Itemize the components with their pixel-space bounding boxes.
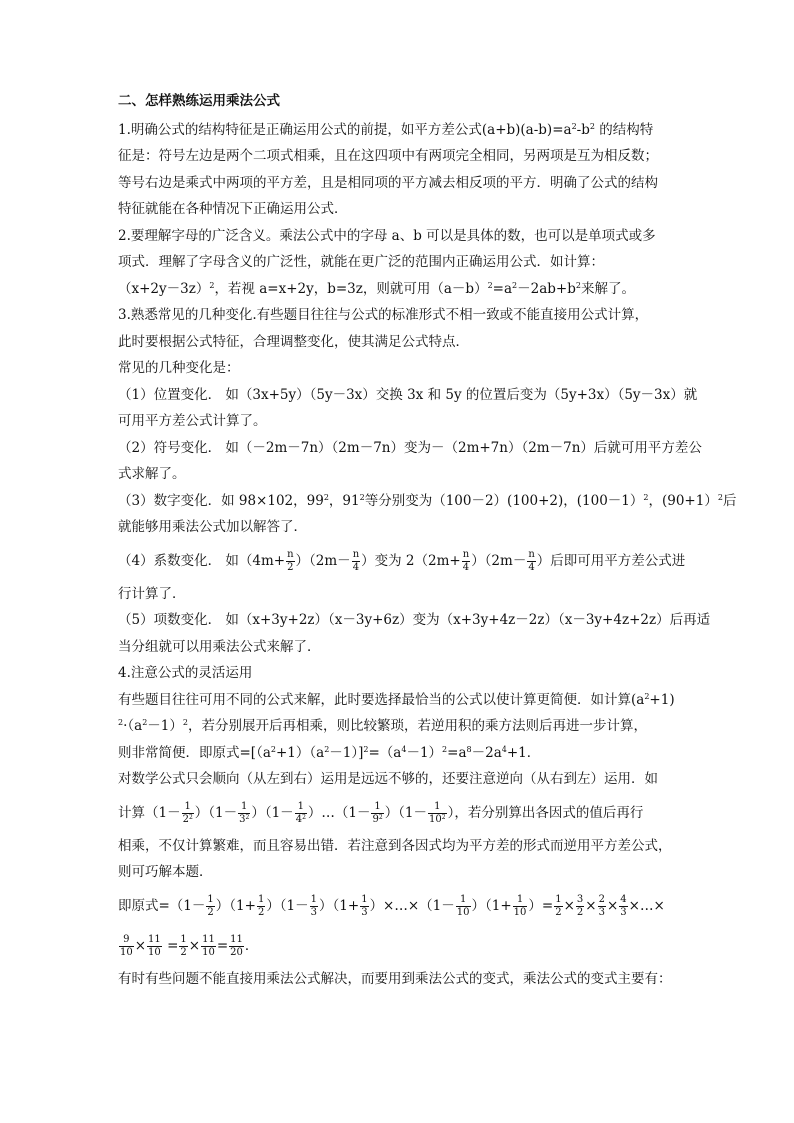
para1-line3: 等号右边是乘式中两项的平方差，且是相同项的平方减去相反项的平方．明确了公式的结构 (118, 174, 658, 191)
para5-line1: 对数学公式只会顺向（从左到右）运用是远远不够的，还要注意逆向（从右到左）运用．如 (118, 771, 658, 787)
change1-line2: 可用平方差公式计算了。 (118, 413, 267, 429)
change3-line2: 就能够用乘法公式加以解答了． (118, 519, 307, 535)
fraction-n-over-2: $\frac{n}{2}$ (287, 548, 294, 573)
para3-line3: 常见的几种变化是： (118, 360, 240, 376)
fraction: $\frac{1}{2}$ (257, 893, 265, 918)
para1-line4: 特征就能在各种情况下正确运用公式． (118, 201, 348, 217)
fraction: $\frac{1}{3}$ (310, 893, 318, 918)
fraction: $\frac{1}{2}$ (180, 933, 187, 958)
fraction: $\frac{1}{2}$ (207, 893, 214, 918)
fraction: $\frac{1}{2}$ (555, 893, 562, 918)
fraction-1-over-4sq: $\frac{1}{4^2}$ (295, 800, 306, 825)
fraction: $\frac{3}{2}$ (576, 893, 584, 918)
solution-line2: $\frac{9}{10}$ × $\frac{11}{10}$ = $\frac{1}{2}$ × $\frac{11}{10}$ = $\frac{11}{20}$ ． (120, 933, 259, 958)
solution-line1: 即原式=（1－ $\frac{1}{2}$ ）（1+ $\frac{1}{2}$ ）（1－ $\frac{1}{3}$ ）（1+ $\frac{1}{3}$ ）×…×（1－ $\frac{1}{10}$ ）（1+ $\frac{1}{10}$ ）= $\frac{1}{2}$ × $\frac{3}{2}$ × $\frac{2}{3}$ × $\frac{4}{3}$ ×…× (118, 893, 665, 918)
para1-line2: 征是：符号左边是两个二项式相乘，且在这四项中有两项完全相同，另两项是互为相反数； (118, 148, 658, 164)
fraction: $\frac{1}{10}$ (513, 893, 527, 918)
change3-line1: （3）数字变化．如 98×102，$99^2$，$91^2$等分别变为（100－2）(100+2)，(100－1）$^2$，(90+1）$^2$后 (118, 492, 737, 509)
fraction-1-over-9sq: $\frac{1}{9^2}$ (372, 800, 383, 825)
para5-line3: 相乘，不仅计算繁难，而且容易出错．若注意到各因式均为平方差的形式而逆用平方差公式， (118, 837, 672, 854)
fraction: $\frac{11}{10}$ (148, 933, 161, 958)
change2-line1: （2）符号变化． 如（－2m－7n）（2m－7n）变为－（2m+7n）（2m－7n）后就可用平方差公 (118, 439, 702, 456)
fraction: $\frac{1}{10}$ (456, 893, 470, 918)
change4-line1: （4）系数变化． 如（4m+ $\frac{n}{2}$ ）（2m－ $\frac{n}{4}$ ）变为 2（2m+ $\frac{n}{4}$ ）（2m－ $\frac{n}{4}$ ）后即可用平方差公式进 (118, 548, 686, 573)
fraction-n-over-4: $\frac{n}{4}$ (462, 548, 470, 573)
para4-line3: 则非常简便．即原式$=[(a^2+1)(a^2-1)]^2=(a^4-1)^2=a^8-2a^4+1$． (118, 744, 541, 761)
change5-line1: （5）项数变化． 如（x+3y+2z）（x－3y+6z）变为（x+3y+4z－2z）（x－3y+4z+2z）后再适 (118, 612, 711, 628)
para4-line1: 有些题目往往可用不同的公式来解，此时要选择最恰当的公式以使计算更简便．如计算$(a^2+1)$ (118, 691, 675, 708)
change5-line2: 当分组就可以用乘法公式来解了． (118, 638, 321, 655)
para2-line3: $(x+2y-3z)^2$，若视 a=x+2y，b=3z，则就可用$(a-b)^2=a^2-2ab+b^2$来解了。 (118, 280, 635, 297)
para4-line2: $^2\cdot(a^2-1)^2$，若分别展开后再相乘，则比较繁琐，若逆用积的乘方法则后再进一步计算， (118, 718, 647, 734)
para7-line1: 有时有些问题不能直接用乘法公式解决，而要用到乘法公式的变式，乘法公式的变式主要有： (118, 970, 672, 987)
fraction: $\frac{2}{3}$ (598, 893, 605, 918)
para2-line2: 项式．理解了字母含义的广泛性，就能在更广泛的范围内正确运用公式．如计算： (118, 254, 604, 270)
para2-line1: 2.要理解字母的广泛含义。乘法公式中的字母 a、b 可以是具体的数，也可以是单项式或多 (118, 227, 656, 244)
para5-line4: 则可巧解本题． (118, 864, 213, 880)
change2-line2: 式求解了。 (118, 466, 186, 482)
fraction-n-over-4: $\frac{n}{4}$ (528, 548, 535, 573)
fraction-1-over-3sq: $\frac{1}{3^2}$ (239, 800, 250, 825)
change4-line2: 行计算了． (118, 585, 186, 602)
para3-line1: 3.熟悉常见的几种变化.有些题目往往与公式的标准形式不相一致或不能直接用公式计算， (118, 307, 649, 323)
fraction: $\frac{9}{10}$ (120, 933, 133, 958)
fraction: $\frac{11}{20}$ (230, 933, 243, 958)
section-heading: 二、怎样熟练运用乘法公式 (118, 93, 280, 109)
fraction: $\frac{11}{10}$ (202, 933, 215, 958)
para1-line1: 1.明确公式的结构特征是正确运用公式的前提，如平方差公式$(a+b)(a-b)=a^2-b^2$ 的结构特 (118, 121, 654, 138)
fraction-n-over-4: $\frac{n}{4}$ (352, 548, 360, 573)
fraction-1-over-2sq: $\frac{1}{2^2}$ (182, 800, 193, 825)
change1-line1: （1）位置变化． 如（3x+5y）（5y－3x）交换 3x 和 5y 的位置后变为（5y+3x）（5y－3x）就 (118, 386, 698, 403)
fraction: $\frac{4}{3}$ (620, 893, 627, 918)
document-body (118, 88, 737, 992)
fraction-1-over-10sq: $\frac{1}{10^2}$ (429, 800, 446, 825)
para4-title: 4.注意公式的灵活运用 (118, 665, 253, 681)
para5-line2: 计算（1－ $\frac{1}{2^2}$ ）（1－ $\frac{1}{3^2}$ ）（1－ $\frac{1}{4^2}$ ）…（1－ $\frac{1}{9^2}$ ）（1－ $\frac{1}{10^2}$ ），若分别算出各因式的值后再行 (118, 800, 644, 825)
fraction: $\frac{1}{3}$ (361, 893, 368, 918)
para3-line2: 此时要根据公式特征，合理调整变化，使其满足公式特点． (118, 333, 469, 350)
